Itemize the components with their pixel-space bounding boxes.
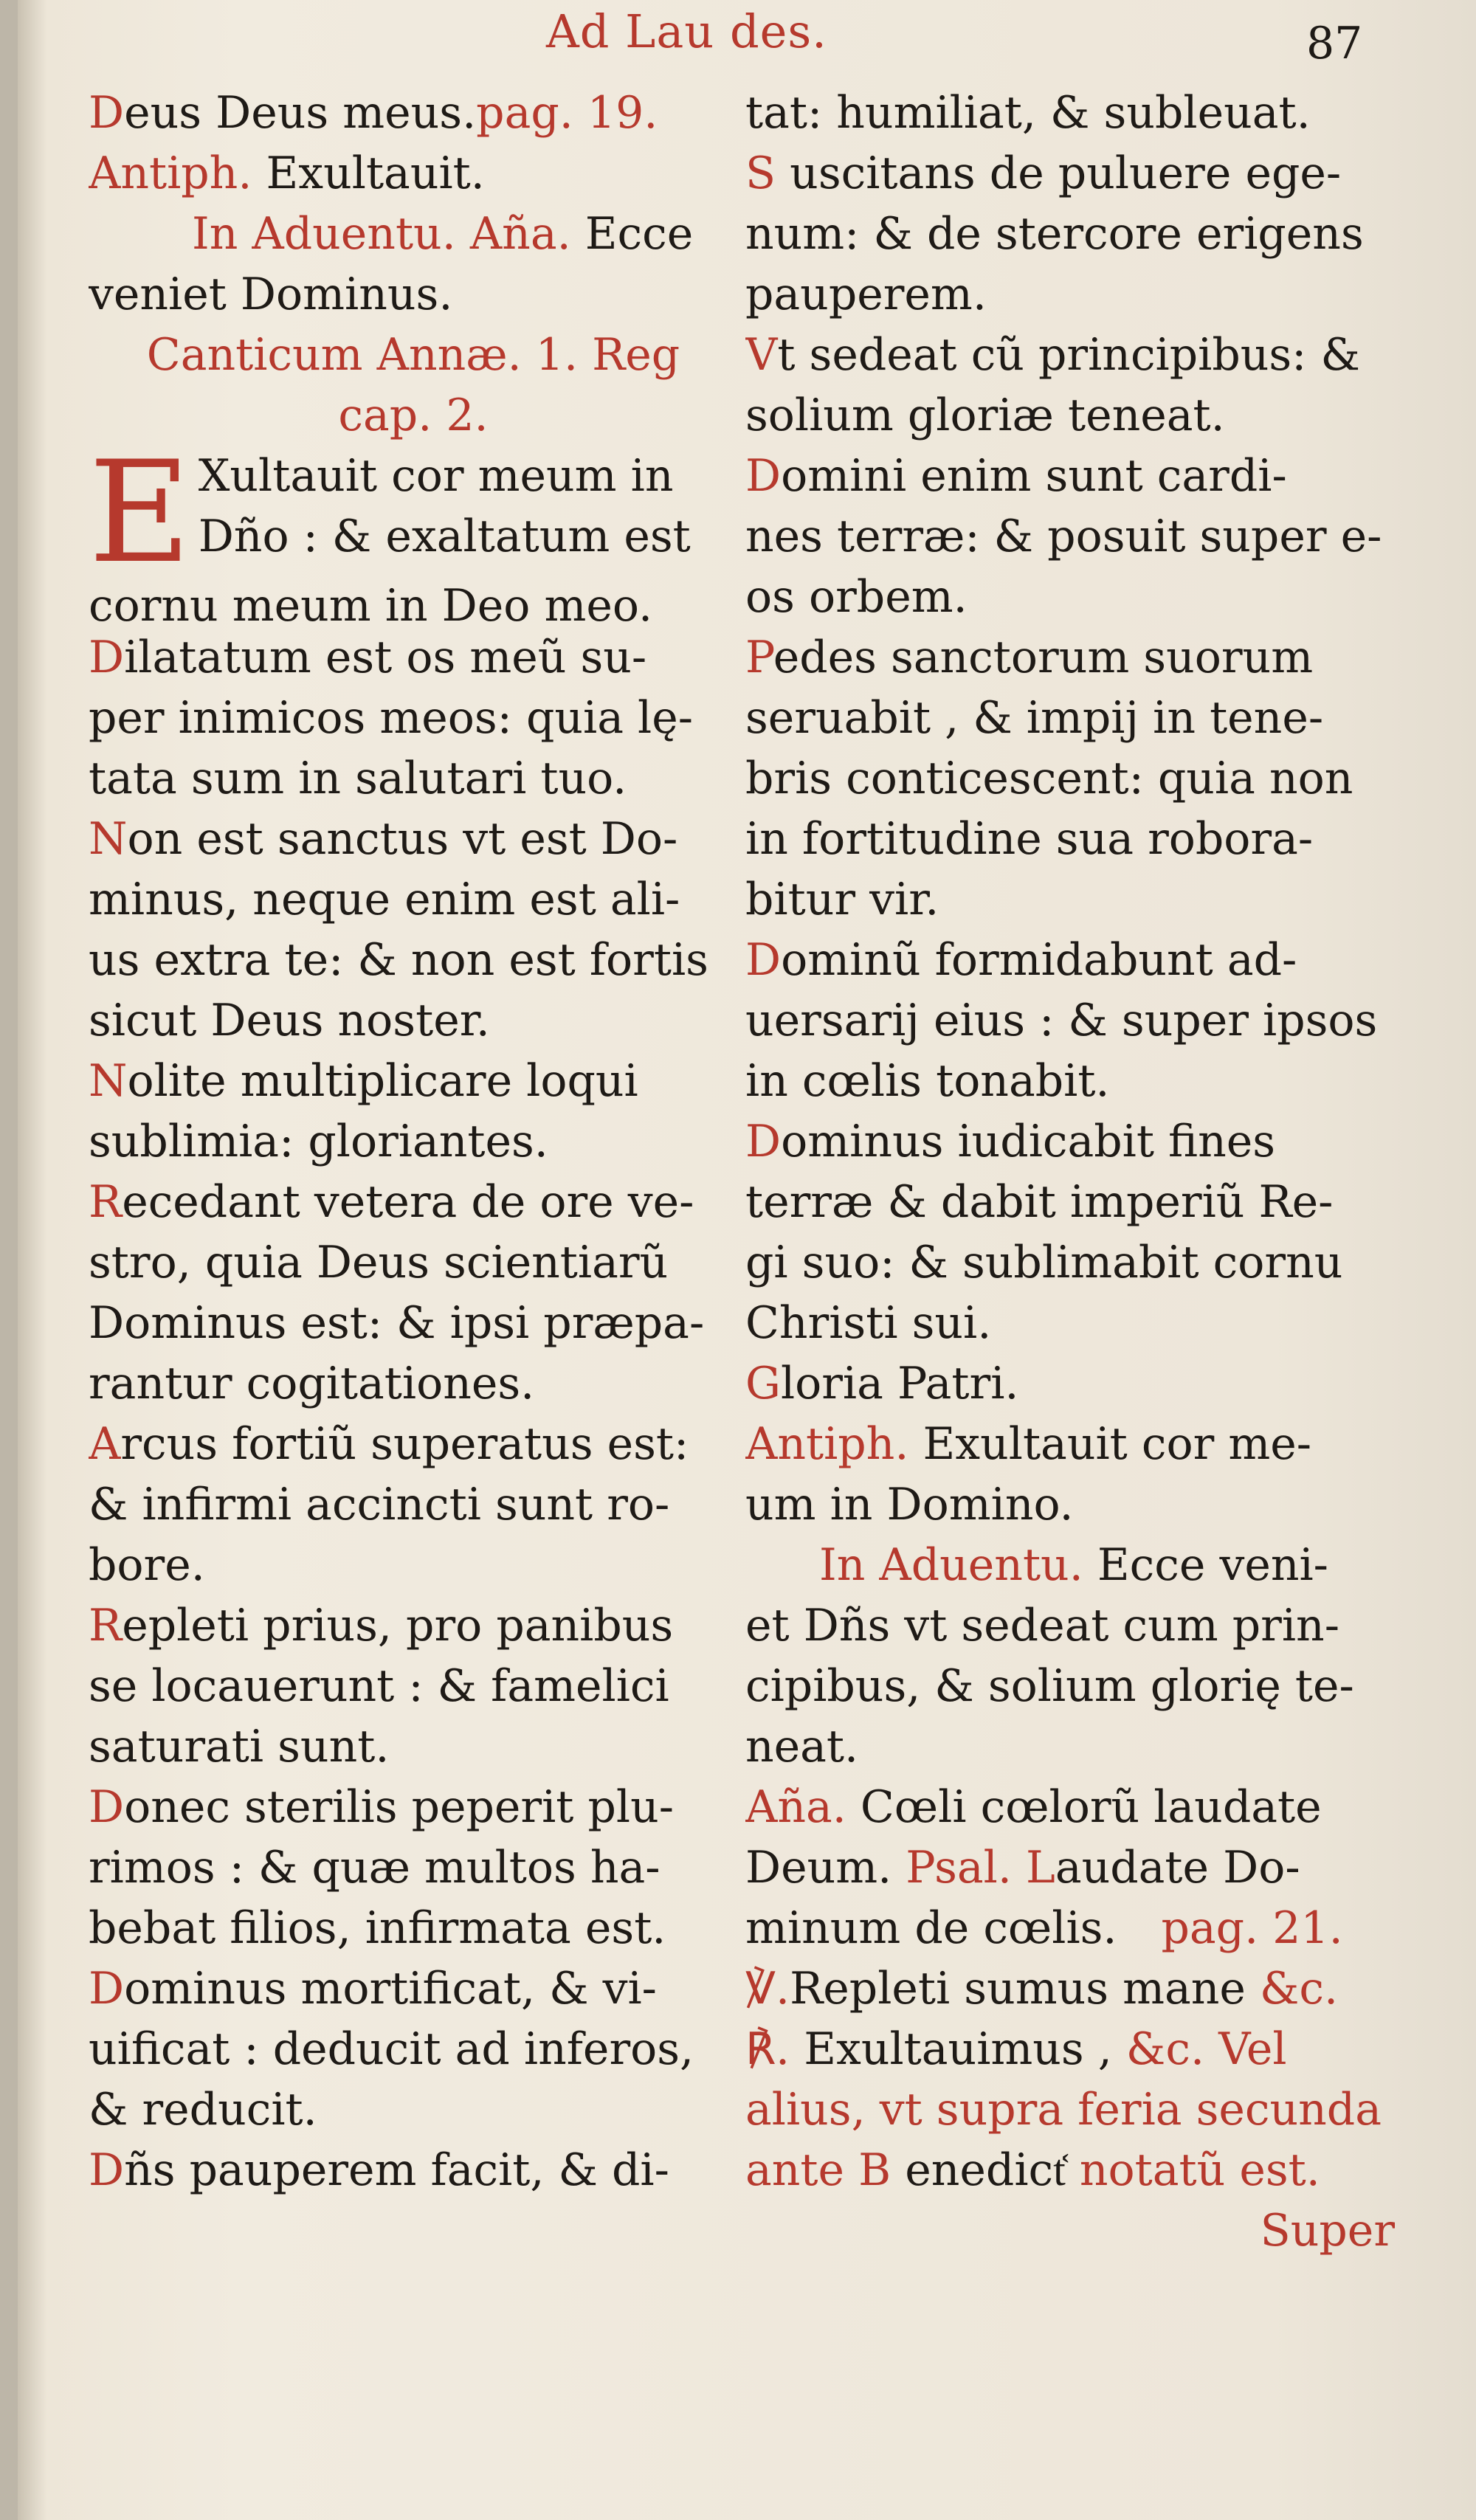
canticle-chapter: cap. 2. <box>338 390 489 441</box>
text-line: Pedes sanctorum suorum <box>745 632 1314 683</box>
text-line: & infirmi accincti sunt ro- <box>89 1479 670 1530</box>
text-line: uificat : deducit ad inferos, <box>89 2023 694 2075</box>
text-line: rimos : & quæ multos ha- <box>89 1842 661 1894</box>
text-line: ante B enedict᷾ notatũ est. <box>745 2144 1320 2196</box>
text-line: Christi sui. <box>745 1297 992 1349</box>
text-line: veniet Dominus. <box>89 269 453 320</box>
text-line: Aña. Cœli cœlorũ laudate <box>745 1781 1322 1833</box>
running-header: Ad Lau des. <box>546 4 827 58</box>
text-line: saturati sunt. <box>89 1721 390 1772</box>
text-line: In Aduentu. Ecce veni- <box>819 1539 1328 1591</box>
text-line: in cœlis tonabit. <box>745 1055 1110 1107</box>
text-line: Non est sanctus vt est Do- <box>89 813 678 865</box>
text-line: Gloria Patri. <box>745 1358 1019 1409</box>
text-line: neat. <box>745 1721 859 1772</box>
text-line: Dilatatum est os meũ su- <box>89 632 647 683</box>
canticle-opening: E Xultauit cor meum in Dño : & exaltatum est cornu meum in Deo meo. <box>89 431 691 632</box>
text-line: bore. <box>89 1539 205 1591</box>
text-line: minus, neque enim est ali- <box>89 874 680 925</box>
text-line: gi suo: & sublimabit cornu <box>745 1237 1343 1288</box>
text-line: per inimicos meos: quia lę- <box>89 692 694 744</box>
text-line: cipibus, & solium glorię te- <box>745 1660 1354 1712</box>
text-line: tat: humiliat, & subleuat. <box>745 87 1311 139</box>
text-line: alius, vt supra feria secunda <box>745 2084 1382 2136</box>
text-line: num: & de stercore erigens <box>745 208 1364 260</box>
text-line: pauperem. <box>745 269 987 320</box>
text-line: um in Domino. <box>745 1479 1074 1530</box>
text-line: Deus Deus meus.pag. 19. <box>89 87 658 139</box>
text-line: Nolite multiplicare loqui <box>89 1055 638 1107</box>
text-line: Donec sterilis peperit plu- <box>89 1781 674 1833</box>
text-line: Dominus mortificat, & vi- <box>89 1963 657 2015</box>
canticle-title: Canticum Annæ. 1. Reg <box>146 329 680 381</box>
text-line: bitur vir. <box>745 874 939 925</box>
text-line: terræ & dabit imperiũ Re- <box>745 1176 1334 1228</box>
text-line: Recedant vetera de ore ve- <box>89 1176 694 1228</box>
page-number: 87 <box>1306 18 1363 69</box>
text-line: Vt sedeat cũ principibus: & <box>745 329 1360 381</box>
text-line: uersarij eius : & super ipsos <box>745 995 1378 1046</box>
text-line: solium gloriæ teneat. <box>745 390 1225 441</box>
text-line: seruabit , & impij in tene- <box>745 692 1324 744</box>
text-line: sublimia: gloriantes. <box>89 1116 548 1167</box>
text-line: S uscitans de puluere ege- <box>745 148 1342 199</box>
right-column <box>745 83 1395 2261</box>
text-line: os orbem. <box>745 571 968 623</box>
catchword: Super <box>1260 2205 1395 2257</box>
text-line: nes terræ: & posuit super e- <box>745 511 1382 562</box>
text-line: us extra te: & non est fortis <box>89 934 708 986</box>
text-line: Arcus fortiũ superatus est: <box>89 1418 689 1470</box>
text-line: In Aduentu. Aña. Ecce <box>192 208 694 260</box>
text-line: Antiph. Exultauit cor me- <box>745 1418 1312 1470</box>
text-line: Dñs pauperem facit, & di- <box>89 2144 669 2196</box>
text-line: ℣.Repleti sumus mane &c. <box>745 1963 1339 2015</box>
text-line: & reducit. <box>89 2084 317 2136</box>
text-line: Domini enim sunt cardi- <box>745 450 1287 502</box>
text-line: Dominus iudicabit fines <box>745 1116 1276 1167</box>
text-line: Deum. Psal. Laudate Do- <box>745 1842 1300 1894</box>
text-line: rantur cogitationes. <box>89 1358 535 1409</box>
binding-gutter <box>0 0 18 2520</box>
text-line: minum de cœlis. pag. 21. <box>745 1902 1343 1954</box>
text-line: sicut Deus noster. <box>89 995 490 1046</box>
text-line: bris conticescent: quia non <box>745 753 1353 804</box>
text-line: ℟. Exultauimus , &c. Vel <box>745 2023 1287 2075</box>
text-line: Dominũ formidabunt ad- <box>745 934 1297 986</box>
text-line: et Dñs vt sedeat cum prin- <box>745 1600 1339 1651</box>
text-line: Dominus est: & ipsi præpa- <box>89 1297 705 1349</box>
text-line: Antiph. Exultauit. <box>89 148 485 199</box>
left-column <box>89 83 738 2200</box>
text-line: tata sum in salutari tuo. <box>89 753 627 804</box>
text-line: bebat filios, infirmata est. <box>89 1902 666 1954</box>
text-line: se locauerunt : & famelici <box>89 1660 669 1712</box>
text-line: in fortitudine sua robora- <box>745 813 1314 865</box>
text-line: Repleti prius, pro panibus <box>89 1600 674 1651</box>
drop-cap: E <box>89 431 191 594</box>
text-line: stro, quia Deus scientiarũ <box>89 1237 669 1288</box>
